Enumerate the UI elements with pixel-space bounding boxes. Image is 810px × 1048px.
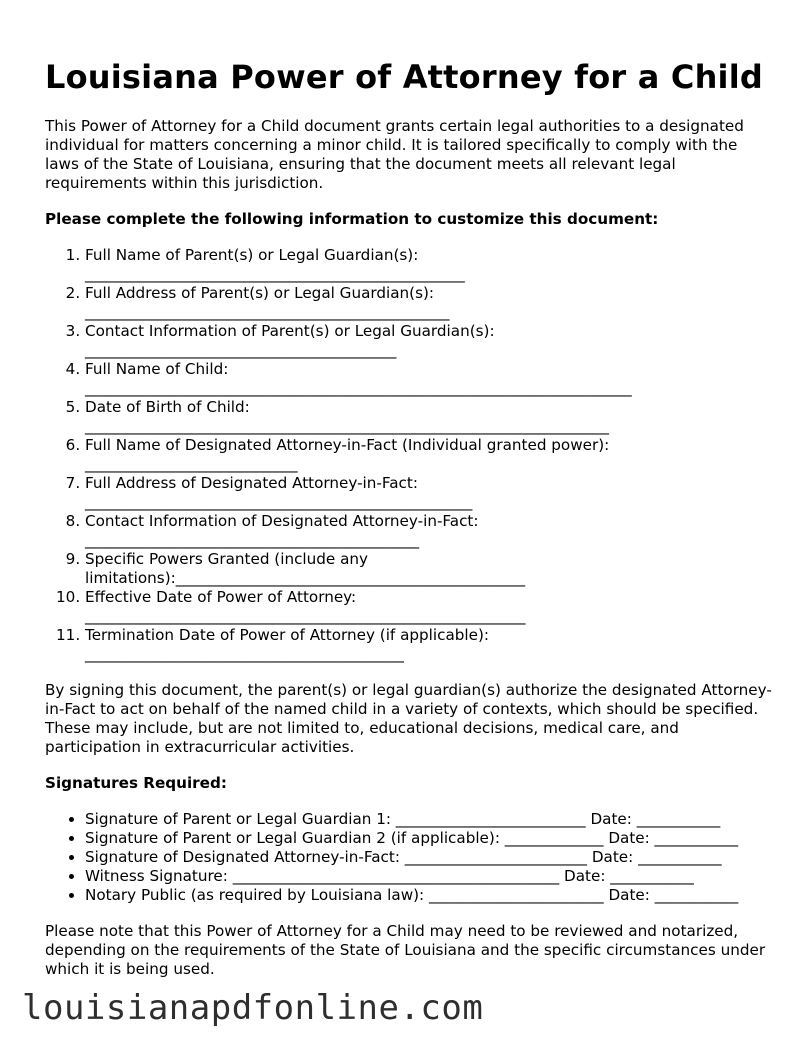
field-label: 11. Termination Date of Power of Attorney (if applicable): xyxy=(85,626,490,644)
signature-line[interactable]: • Notary Public (as required by Louisiana law): _______________________ Date: ___________ xyxy=(85,886,775,905)
field-blank[interactable]: __________________________________________ xyxy=(85,645,404,663)
signature-line[interactable]: • Signature of Parent or Legal Guardian 2 (if applicable): _____________ Date: ___________ xyxy=(85,829,775,848)
field-label: 10. Effective Date of Power of Attorney: xyxy=(85,588,357,606)
list-item xyxy=(85,398,775,436)
intro-paragraph: This Power of Attorney for a Child document grants certain legal authorities to a designated individual for matters concerning a minor child. It is tailored specifically to comply with the laws of the State of Louisiana, ensuring that the document meets all relevant legal requirements within this jurisdiction. xyxy=(45,117,744,192)
field-label: 6. Full Name of Designated Attorney-in-Fact (Individual granted power): xyxy=(85,436,610,454)
field-blank[interactable]: ________________________________________________ xyxy=(85,303,450,321)
field-label: Specific Powers Granted (include any limitations): xyxy=(85,550,369,587)
field-blank[interactable]: ________________________________________________________________________ xyxy=(85,379,632,397)
signature-line[interactable]: • Witness Signature: ___________________________________________ Date: ___________ xyxy=(85,867,775,886)
document-title: Louisiana Power of Attorney for a Child xyxy=(45,58,764,96)
field-blank[interactable]: ______________________________________________ xyxy=(175,569,526,587)
signature-line[interactable]: • Signature of Parent or Legal Guardian 1: _________________________ Date: ___________ xyxy=(85,810,775,829)
field-label: 7. Full Address of Designated Attorney-in-Fact: xyxy=(85,474,418,492)
field-blank[interactable]: __________________________________________________ xyxy=(85,265,465,283)
field-label: 3. Contact Information of Parent(s) or Legal Guardian(s): xyxy=(85,322,495,340)
list-item xyxy=(85,436,775,474)
field-label: 2. Full Address of Parent(s) or Legal Guardian(s): xyxy=(85,284,435,302)
list-item xyxy=(85,474,775,512)
document-page xyxy=(45,0,775,979)
field-blank[interactable]: _________________________________________ xyxy=(85,341,397,359)
list-item xyxy=(85,626,775,664)
signature-line[interactable]: • Signature of Designated Attorney-in-Fact: ________________________ Date: ___________ xyxy=(85,848,775,867)
field-blank[interactable]: __________________________________________________________ xyxy=(85,607,526,625)
list-item xyxy=(85,512,775,550)
instructions-heading: Please complete the following information to customize this document: xyxy=(45,210,659,228)
field-blank[interactable]: ___________________________________________________ xyxy=(85,493,473,511)
list-item xyxy=(85,322,775,360)
fields-list xyxy=(45,246,775,664)
site-watermark: louisianapdfonline.com xyxy=(22,988,484,1028)
field-blank[interactable]: _____________________________________________________________________ xyxy=(85,417,609,435)
field-label: 1. Full Name of Parent(s) or Legal Guardian(s): xyxy=(85,246,419,264)
list-item xyxy=(85,284,775,322)
field-blank[interactable]: ____________________________________________ xyxy=(85,531,420,549)
list-item xyxy=(85,360,775,398)
field-label: 8. Contact Information of Designated Attorney-in-Fact: xyxy=(85,512,479,530)
authorization-paragraph: By signing this document, the parent(s) or legal guardian(s) authorize the designated Attorney-in-Fact to act on behalf of the named child in a variety of contexts, which should be specified. These may include, but are not limited to, educational decisions, medical care, and participation in extracurricular activities. xyxy=(45,681,772,756)
signatures-list xyxy=(45,810,775,905)
closing-paragraph: Please note that this Power of Attorney for a Child may need to be reviewed and notarized, depending on the requirements of the State of Louisiana and the specific circumstances under which it is being used. xyxy=(45,922,766,978)
signatures-heading: Signatures Required: xyxy=(45,774,227,792)
field-blank[interactable]: ____________________________ xyxy=(85,455,298,473)
field-label: 5. Date of Birth of Child: xyxy=(85,398,250,416)
list-item xyxy=(85,550,775,588)
list-item xyxy=(85,246,775,284)
field-label: 4. Full Name of Child: xyxy=(85,360,229,378)
list-item xyxy=(85,588,775,626)
